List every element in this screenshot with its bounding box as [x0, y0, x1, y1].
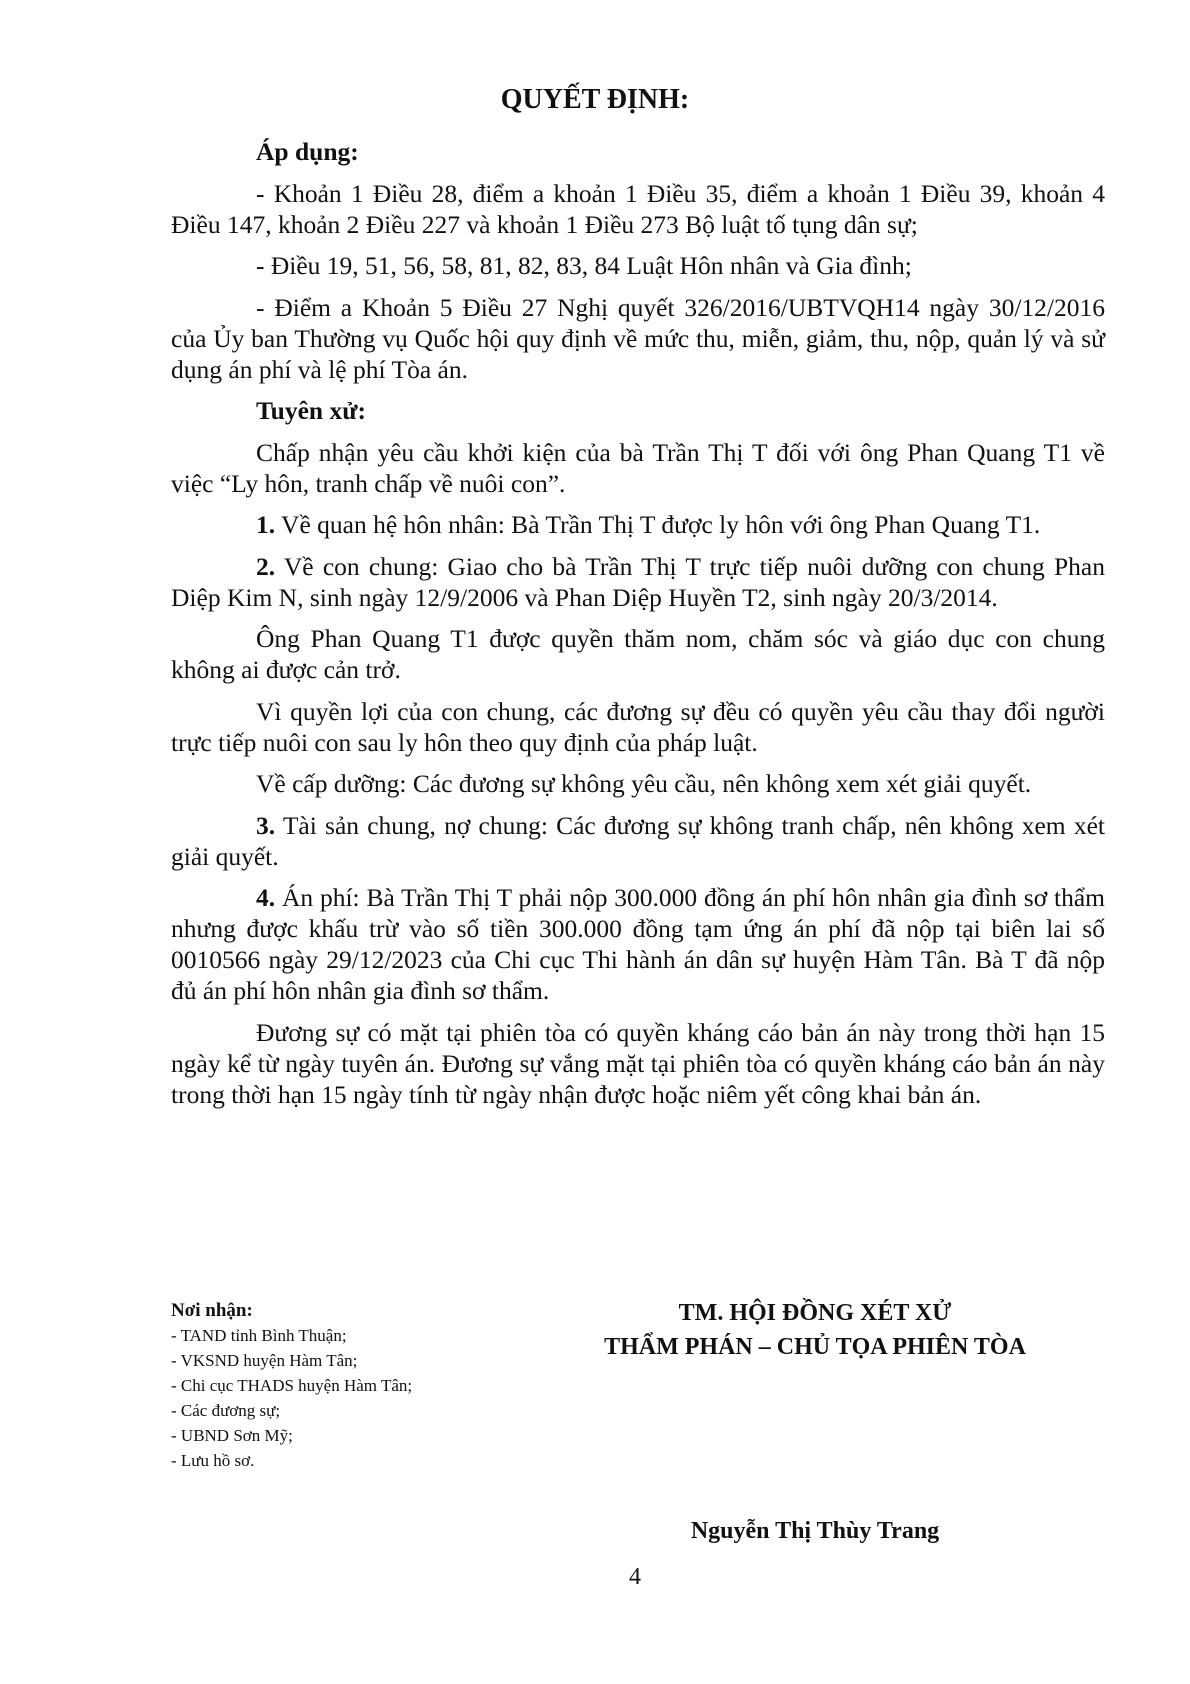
ruling-visitation: Ông Phan Quang T1 được quyền thăm nom, chăm sóc và giáo dục con chung không ai được cản trở.: [171, 624, 1105, 684]
item-text: Án phí: Bà Trần Thị T phải nộp 300.000 đồng án phí hôn nhân gia đình sơ thẩm nhưng được khấu trừ vào số tiền 300.000 đồng tạm ứng án phí đã nộp tại biên lai số 0010566 ngày 29/12/2023 của Chi cục Thi hành án dân sự huyện Hàm Tân. Bà T đã nộp đủ án phí hôn nhân gia đình sơ thẩm.: [171, 883, 1105, 1005]
legal-basis-item: - Khoản 1 Điều 28, điểm a khoản 1 Điều 35, điểm a khoản 1 Điều 39, khoản 4 Điều 147, khoản 2 Điều 227 và khoản 1 Điều 273 Bộ luật tố tụng dân sự;: [171, 178, 1105, 239]
recipient-item: - VKSND huyện Hàm Tân;: [171, 1351, 358, 1370]
signature-line-2: THẨM PHÁN – CHỦ TỌA PHIÊN TÒA: [604, 1334, 1026, 1360]
ruling-support: Về cấp dưỡng: Các đương sự không yêu cầu, nên không xem xét giải quyết.: [256, 769, 1032, 798]
document-title: QUYẾT ĐỊNH:: [500, 84, 690, 115]
recipient-item: - Chi cục THADS huyện Hàm Tân;: [171, 1376, 413, 1395]
ruling-custody-change: Vì quyền lợi của con chung, các đương sự đều có quyền yêu cầu thay đổi người trực tiếp nuôi con sau ly hôn theo quy định của pháp luật.: [171, 696, 1105, 757]
item-text: Về quan hệ hôn nhân: Bà Trần Thị T được ly hôn với ông Phan Quang T1.: [275, 510, 1041, 539]
ruling-fees: [171, 882, 1105, 1006]
signature-block: [560, 1296, 1070, 1364]
item-text: Tài sản chung, nợ chung: Các đương sự không tranh chấp, nên không xem xét giải quyết.: [171, 810, 1105, 871]
legal-basis-item: - Điều 19, 51, 56, 58, 81, 82, 83, 84 Luật Hôn nhân và Gia đình;: [256, 251, 912, 280]
recipient-item: - Các đương sự;: [171, 1401, 281, 1420]
item-number: 2.: [256, 551, 276, 581]
recipient-item: - UBND Sơn Mỹ;: [171, 1426, 293, 1445]
recipient-item: - Lưu hồ sơ.: [171, 1451, 255, 1470]
item-number: 1.: [256, 510, 276, 539]
ruling-marriage: [171, 509, 1105, 540]
tuyen-xu-heading: Tuyên xử:: [256, 396, 367, 425]
ruling-appeal: Đương sự có mặt tại phiên tòa có quyền kháng cáo bản án này trong thời hạn 15 ngày kể từ ngày tuyên án. Đương sự vắng mặt tại phiên tòa có quyền kháng cáo bản án này trong thời hạn 15 ngày tính từ ngày nhận được hoặc niêm yết công khai bản án.: [171, 1017, 1105, 1109]
recipients-block: [171, 1298, 412, 1473]
ap-dung-heading: Áp dụng:: [256, 137, 359, 166]
item-number: 4.: [256, 883, 276, 912]
item-text: Về con chung: Giao cho bà Trần Thị T trực tiếp nuôi dưỡng con chung Phan Diệp Kim N, sinh ngày 12/9/2006 và Phan Diệp Huyền T2, sinh ngày 20/3/2014.: [171, 551, 1105, 612]
signer-name: Nguyễn Thị Thùy Trang: [690, 1518, 940, 1544]
signature-line-1: TM. HỘI ĐỒNG XÉT XỬ: [678, 1300, 952, 1326]
ruling-intro: Chấp nhận yêu cầu khởi kiện của bà Trần Thị T đối với ông Phan Quang T1 về việc “Ly hôn, tranh chấp về nuôi con”.: [171, 437, 1105, 498]
page-number: 4: [629, 1564, 641, 1590]
item-number: 3.: [256, 810, 276, 840]
ruling-children: [171, 551, 1105, 613]
recipient-item: - TAND tỉnh Bình Thuận;: [171, 1326, 347, 1345]
ruling-property: [171, 810, 1105, 872]
decision-body: [171, 136, 1105, 1120]
legal-basis-item: - Điểm a Khoản 5 Điều 27 Nghị quyết 326/2016/UBTVQH14 ngày 30/12/2016 của Ủy ban Thường vụ Quốc hội quy định về mức thu, miễn, giảm, thu, nộp, quản lý và sử dụng án phí và lệ phí Tòa án.: [171, 292, 1105, 384]
recipients-label: Nơi nhận:: [171, 1300, 253, 1321]
